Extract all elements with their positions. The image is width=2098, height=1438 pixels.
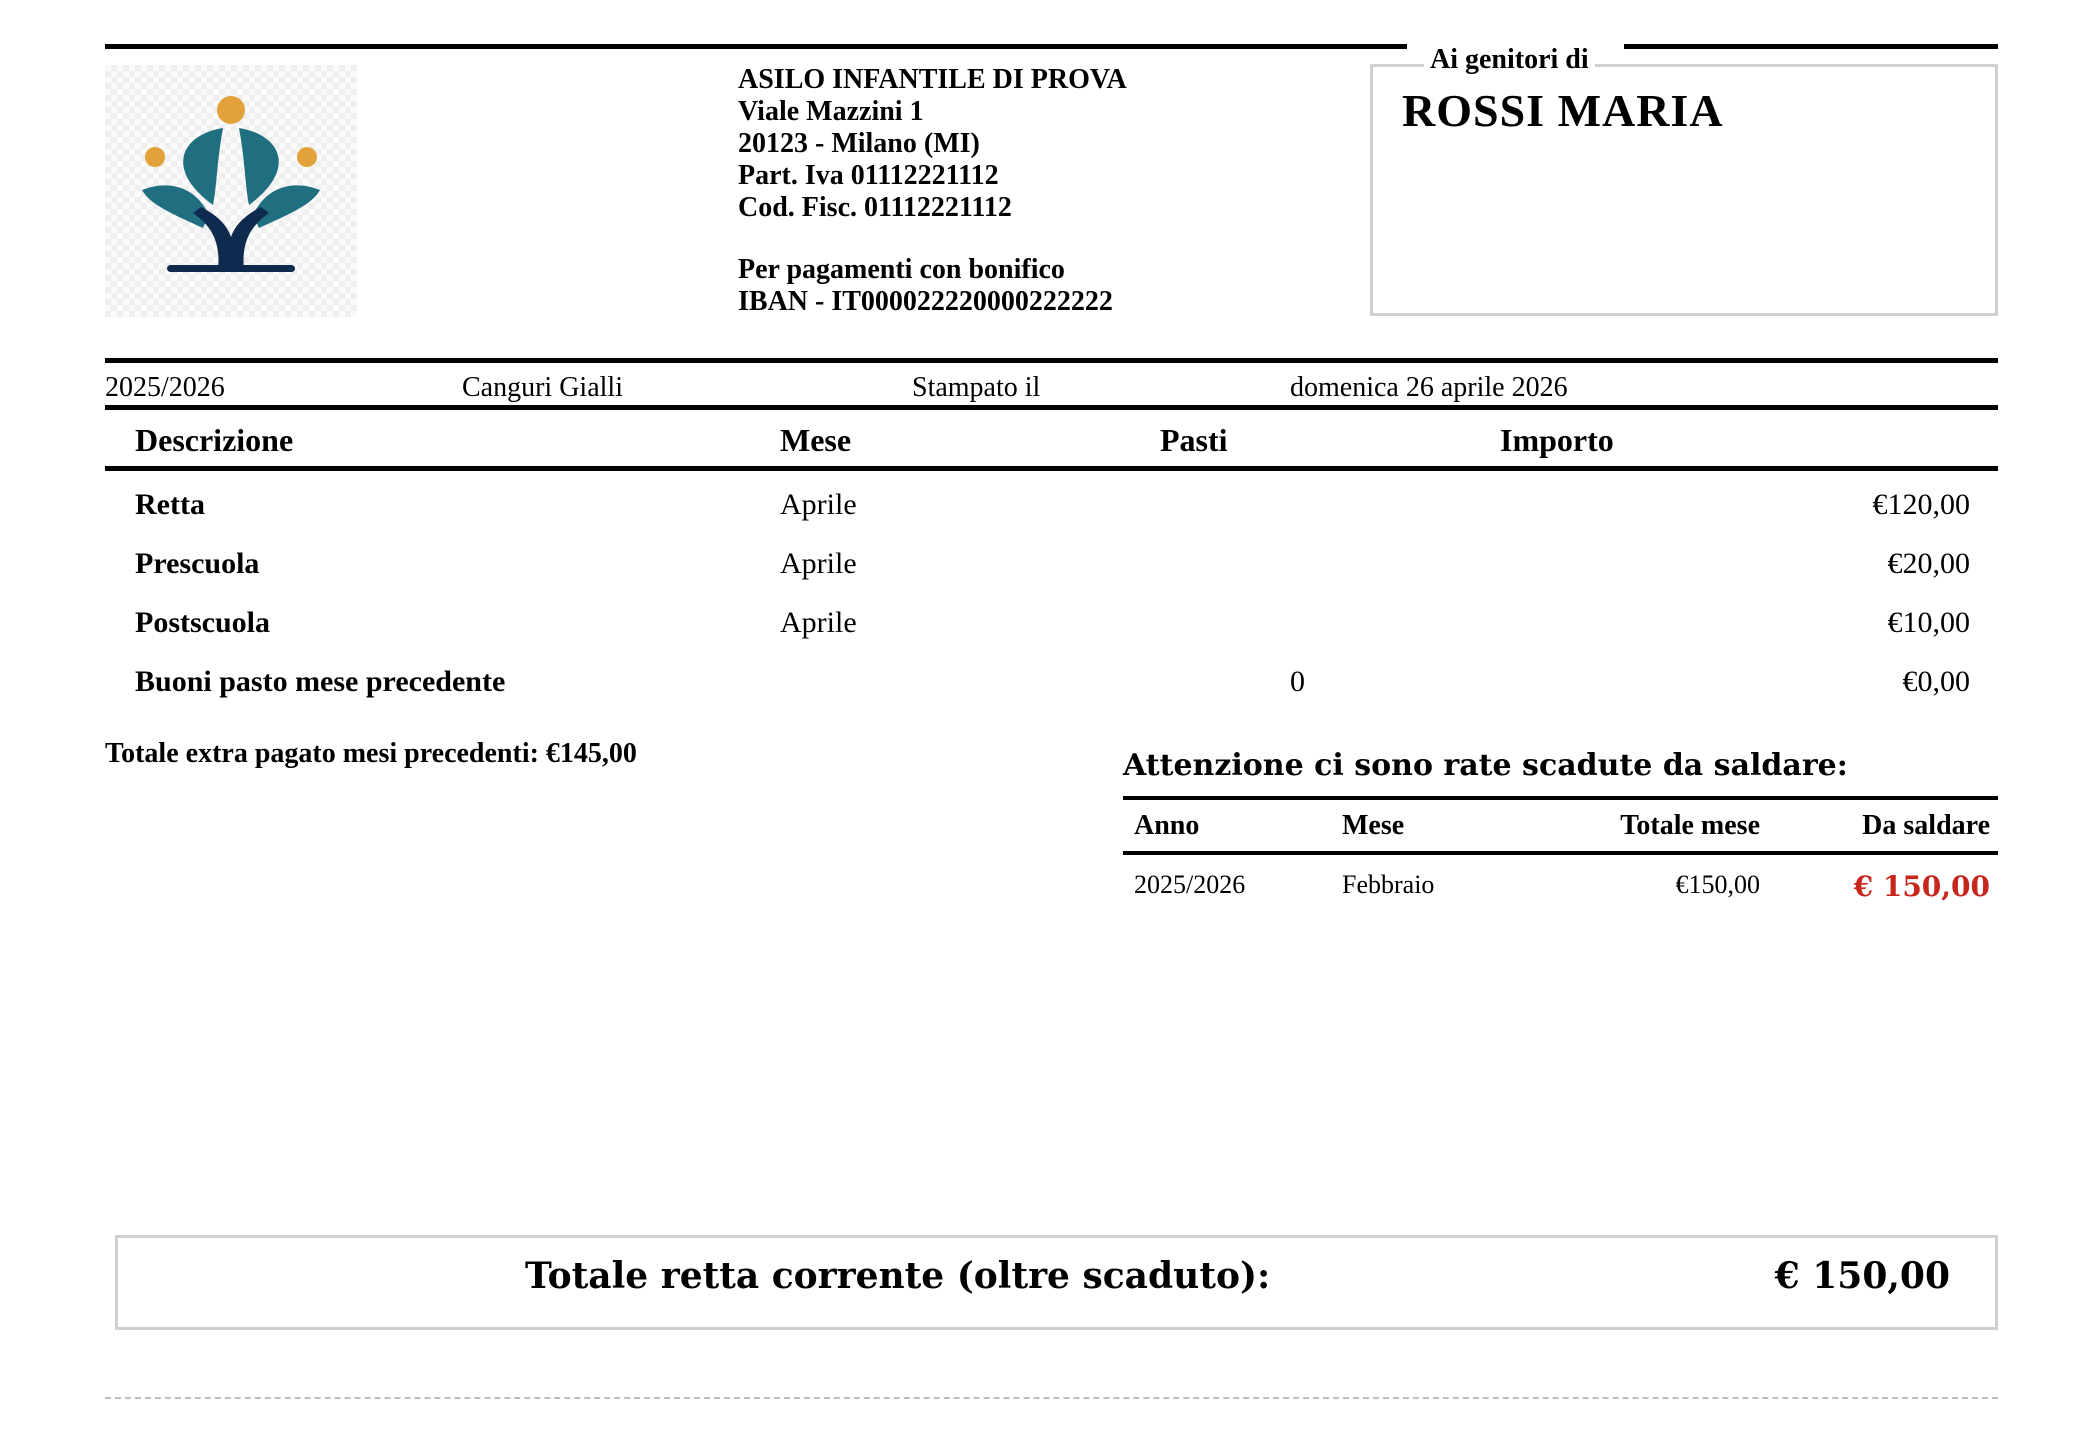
overdue-header-to-pay: Da saldare (1862, 810, 1990, 841)
row-description: Prescuola (135, 547, 260, 580)
overdue-header-rule-bottom (1123, 851, 1998, 855)
school-address: Viale Mazzini 1 (738, 96, 924, 127)
school-city: 20123 - Milano (MI) (738, 128, 980, 159)
iban: IBAN - IT000022220000222222 (738, 286, 1113, 317)
school-tax-code: Cod. Fisc. 01112221112 (738, 192, 1012, 223)
column-header-amount: Importo (1500, 422, 1614, 458)
table-header-rule (105, 466, 1998, 471)
column-header-month: Mese (780, 422, 852, 458)
recipient-name: ROSSI MARIA (1402, 85, 1724, 136)
cut-line-divider (105, 1397, 1998, 1399)
overdue-row-year: 2025/2026 (1134, 870, 1246, 899)
overdue-header-year: Anno (1134, 810, 1200, 841)
printed-date: domenica 26 aprile 2026 (1290, 372, 1568, 403)
school-info (738, 64, 1127, 318)
row-description: Postscuola (135, 606, 270, 639)
school-year: 2025/2026 (105, 372, 225, 403)
row-meals: 0 (1290, 665, 1305, 698)
row-month: Aprile (780, 488, 857, 521)
school-name: ASILO INFANTILE DI PROVA (738, 64, 1127, 95)
class-group: Canguri Gialli (462, 372, 623, 403)
row-description: Retta (135, 488, 205, 521)
overdue-row-to-pay: € 150,00 (1853, 870, 1990, 903)
row-amount: €10,00 (1887, 606, 1970, 639)
row-amount: €120,00 (1872, 488, 1970, 521)
overdue-warning-title: Attenzione ci sono rate scadute da saldare: (1123, 748, 1848, 783)
row-month: Aprile (780, 547, 857, 580)
column-header-description: Descrizione (135, 422, 294, 458)
recipient-rule (1624, 44, 1998, 49)
column-header-meals: Pasti (1160, 422, 1228, 458)
overdue-row-month: Febbraio (1342, 870, 1435, 899)
overdue-header-month-total: Totale mese (1620, 810, 1760, 841)
school-vat: Part. Iva 01112221112 (738, 160, 999, 191)
recipient-legend: Ai genitori di (1424, 44, 1595, 76)
header-rule (105, 44, 1407, 49)
total-label: Totale retta corrente (oltre scaduto): (525, 1255, 1271, 1297)
row-month: Aprile (780, 606, 857, 639)
total-value: € 150,00 (1774, 1255, 1950, 1297)
info-rule-bottom (105, 405, 1998, 410)
payment-note: Per pagamenti con bonifico (738, 254, 1065, 285)
school-logo (105, 65, 357, 317)
info-rule-top (105, 358, 1998, 363)
printed-label: Stampato il (912, 372, 1041, 403)
row-amount: €0,00 (1902, 665, 1970, 698)
row-amount: €20,00 (1887, 547, 1970, 580)
row-description: Buoni pasto mese precedente (135, 665, 506, 698)
tree-logo-icon (105, 65, 357, 317)
overdue-header-rule-top (1123, 796, 1998, 800)
extra-paid-total: Totale extra pagato mesi precedenti: €145,00 (105, 738, 637, 769)
overdue-header-month: Mese (1342, 810, 1405, 841)
overdue-row-month-total: €150,00 (1675, 870, 1760, 899)
